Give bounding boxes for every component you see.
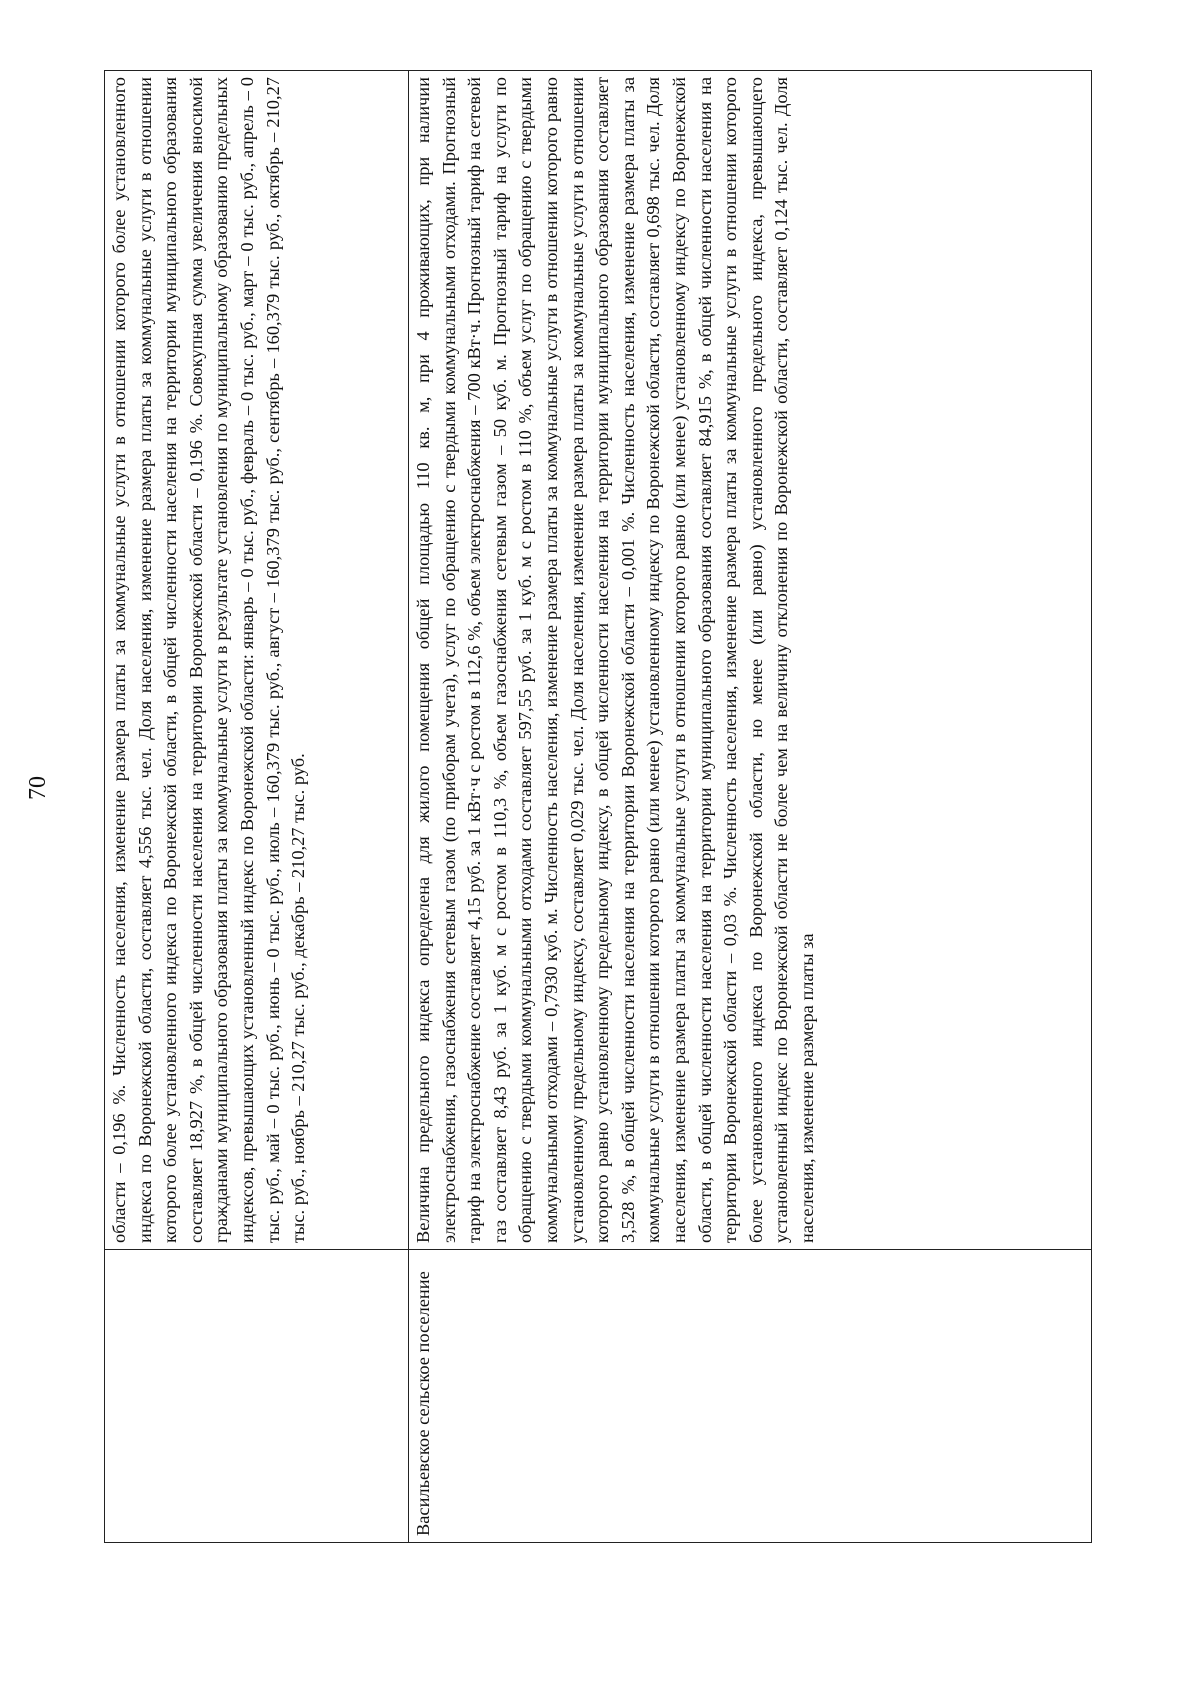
rotated-table-container [104,77,1091,1543]
description-cell: области – 0,196 %. Численность населения, изменение размера платы за коммунальные услуги в отношении которого более установленного индекса по Воронежской области, составляет 4,556 тыс. чел. Доля населения, изменение размера платы за коммунальные услуги в отношении которого более установленного индекса по Воронежской области, в общей численности населения на территории муниципального образования составляет 18,927 %, в общей численности населения на территории Воронежской области – 0,196 %. Совокупная сумма увеличения вносимой гражданами муниципального образования платы за коммунальные услуги в результате установления по муниципальному образованию предельных индексов, превышающих установленный индекс по Воронежской области: январь – 0 тыс. руб., февраль – 0 тыс. руб., март – 0 тыс. руб., апрель – 0 тыс. руб., май – 0 тыс. руб., июнь – 0 тыс. руб., июль – 160,379 тыс. руб., август – 160,379 тыс. руб., сентябрь – 160,379 тыс. руб., октябрь – 210,27 тыс. руб., ноябрь – 210,27 тыс. руб., декабрь – 210,27 тыс. руб. [105,71,409,1250]
municipality-name-cell: Васильевское сельское поселение [409,1250,1092,1543]
table-row [105,71,409,1543]
tariff-index-table [104,70,1092,1543]
municipality-name-cell [105,1250,409,1543]
description-cell: Величина предельного индекса определена для жилого помещения общей площадью 110 кв. м, при 4 проживающих, при наличии электроснабжения, газоснабжения сетевым газом (по приборам учета), услуг по обращению с твердыми коммунальными отходами. Прогнозный тариф на электроснабжение составляет 4,15 руб. за 1 кВт·ч с ростом в 112,6 %, объем электроснабжения – 700 кВт·ч. Прогнозный тариф на сетевой газ составляет 8,43 руб. за 1 куб. м с ростом в 110,3 %, объем газоснабжения сетевым газом – 50 куб. м. Прогнозный тариф на услуги по обращению с твердыми коммунальными отходами составляет 597,55 руб. за 1 куб. м с ростом в 110 %, объем услуг по обращению с твердыми коммунальными отходами – 0,7930 куб. м. Численность населения, изменение размера платы за коммунальные услуги в отношении которого равно установленному предельному индексу, составляет 0,029 тыс. чел. Доля населения, изменение размера платы за коммунальные услуги в отношении которого равно установленному предельному индексу, в общей численности населения на территории муниципального образования составляет 3,528 %, в общей численности населения на территории Воронежской области – 0,001 %. Численность населения, изменение размера платы за коммунальные услуги в отношении которого равно (или менее) установленному индексу по Воронежской области, составляет 0,698 тыс. чел. Доля населения, изменение размера платы за коммунальные услуги в отношении которого равно (или менее) установленному индексу по Воронежской области, в общей численности населения на территории муниципального образования составляет 84,915 %, в общей численности населения на территории Воронежской области – 0,03 %. Численность населения, изменение размера платы за коммунальные услуги в отношении которого более установленного индекса по Воронежской области, но менее (или равно) установленного предельного индекса, превышающего установленный индекс по Воронежской области не более чем на величину отклонения по Воронежской области, составляет 0,124 тыс. чел. Доля населения, изменение размера платы за [409,71,1092,1250]
page-number: 70 [25,776,51,800]
table-row [409,71,1092,1543]
